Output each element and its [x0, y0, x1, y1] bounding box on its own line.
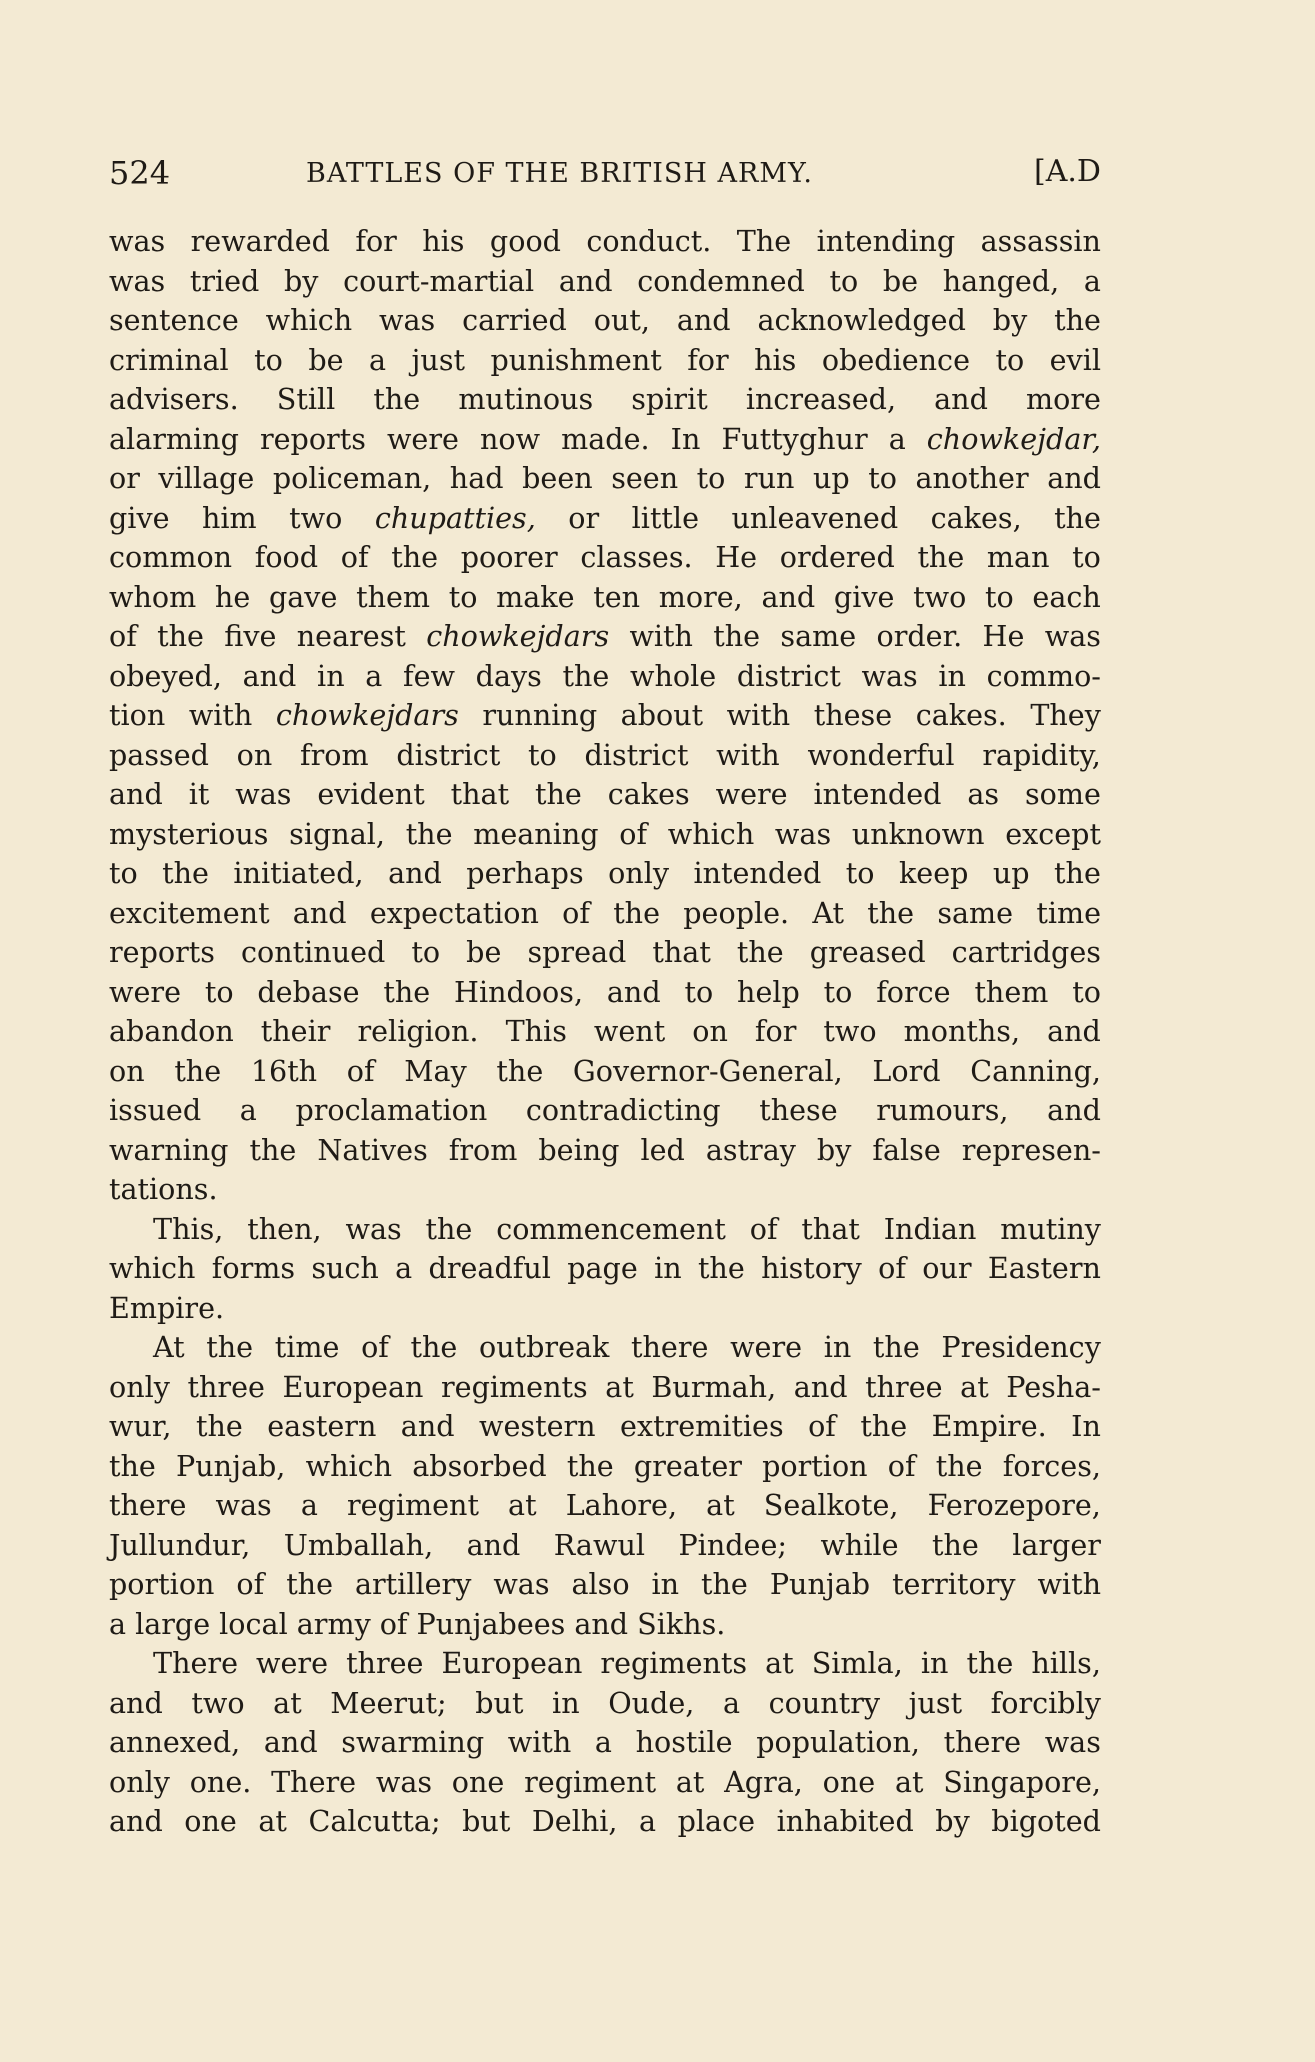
text-line: alarming reports were now made. In Futtyghur a chowkejdar,	[109, 421, 1101, 456]
text-line: was rewarded for his good conduct. The intending assassin	[109, 224, 1101, 258]
text-line: were to debase the Hindoos, and to help to force them to	[109, 974, 1101, 1009]
running-title: BATTLES OF THE BRITISH ARMY.	[306, 158, 813, 189]
text-line: abandon their religion. This went on for two months, and	[109, 1014, 1101, 1048]
text-line: There were three European regiments at Simla, in the hills,	[153, 1646, 1101, 1680]
text-line: reports continued to be spread that the greased cartridges	[109, 935, 1101, 969]
text-line: the Punjab, which absorbed the greater portion of the forces,	[109, 1448, 1101, 1483]
text-line: a large local army of Punjabees and Sikhs.	[109, 1606, 726, 1641]
text-line: criminal to be a just punishment for his obedience to evil	[109, 342, 1101, 377]
text-line: Jullundur, Umballah, and Rawul Pindee; while the larger	[109, 1527, 1101, 1562]
body-text	[109, 222, 1101, 1842]
text-line: or village policeman, had been seen to run up to another and	[109, 461, 1101, 495]
text-line: and one at Calcutta; but Delhi, a place inhabited by bigoted	[109, 1804, 1101, 1838]
text-line: portion of the artillery was also in the Punjab territory with	[109, 1567, 1101, 1601]
text-line: only one. There was one regiment at Agra, one at Singapore,	[109, 1764, 1101, 1799]
text-line: tations.	[109, 1172, 218, 1206]
text-line: only three European regiments at Burmah, and three at Pesha-	[109, 1369, 1101, 1404]
text-line: This, then, was the commencement of that Indian mutiny	[153, 1211, 1101, 1246]
text-line: which forms such a dreadful page in the history of our Eastern	[109, 1251, 1101, 1285]
text-line: tion with chowkejdars running about with these cakes. They	[109, 698, 1101, 732]
running-header	[109, 154, 1101, 204]
text-line: common food of the poorer classes. He ordered the man to	[109, 540, 1101, 574]
text-line: to the initiated, and perhaps only intended to keep up the	[109, 856, 1101, 890]
text-line: was tried by court-martial and condemned to be hanged, a	[109, 263, 1101, 298]
text-line: warning the Natives from being led astray by false represen-	[109, 1132, 1101, 1167]
text-line: of the five nearest chowkejdars with the same order. He was	[109, 619, 1101, 653]
text-line: advisers. Still the mutinous spirit increased, and more	[109, 382, 1101, 416]
text-line: sentence which was carried out, and acknowledged by the	[109, 303, 1101, 337]
text-line: annexed, and swarming with a hostile population, there was	[109, 1725, 1101, 1759]
text-line: wur, the eastern and western extremities of the Empire. In	[109, 1409, 1101, 1443]
text-line: on the 16th of May the Governor-General, Lord Canning,	[109, 1053, 1101, 1088]
text-line: obeyed, and in a few days the whole district was in commo-	[109, 658, 1101, 693]
text-line: and two at Meerut; but in Oude, a country just forcibly	[109, 1685, 1101, 1720]
text-line: Empire.	[109, 1290, 225, 1325]
era-marker: [A.D	[1034, 154, 1101, 189]
text-line: passed on from district to district with wonderful rapidity,	[109, 737, 1101, 772]
page-number: 524	[109, 154, 171, 192]
text-line: At the time of the outbreak there were in the Presidency	[153, 1330, 1101, 1364]
text-line: excitement and expectation of the people. At the same time	[109, 895, 1101, 930]
text-line: and it was evident that the cakes were intended as some	[109, 777, 1101, 811]
text-line: whom he gave them to make ten more, and give two to each	[109, 579, 1101, 614]
text-line: mysterious signal, the meaning of which was unknown except	[109, 816, 1101, 851]
text-line: there was a regiment at Lahore, at Sealkote, Ferozepore,	[109, 1488, 1101, 1522]
text-line: issued a proclamation contradicting these rumours, and	[109, 1093, 1101, 1127]
text-line: give him two chupatties, or little unleavened cakes, the	[109, 500, 1101, 535]
